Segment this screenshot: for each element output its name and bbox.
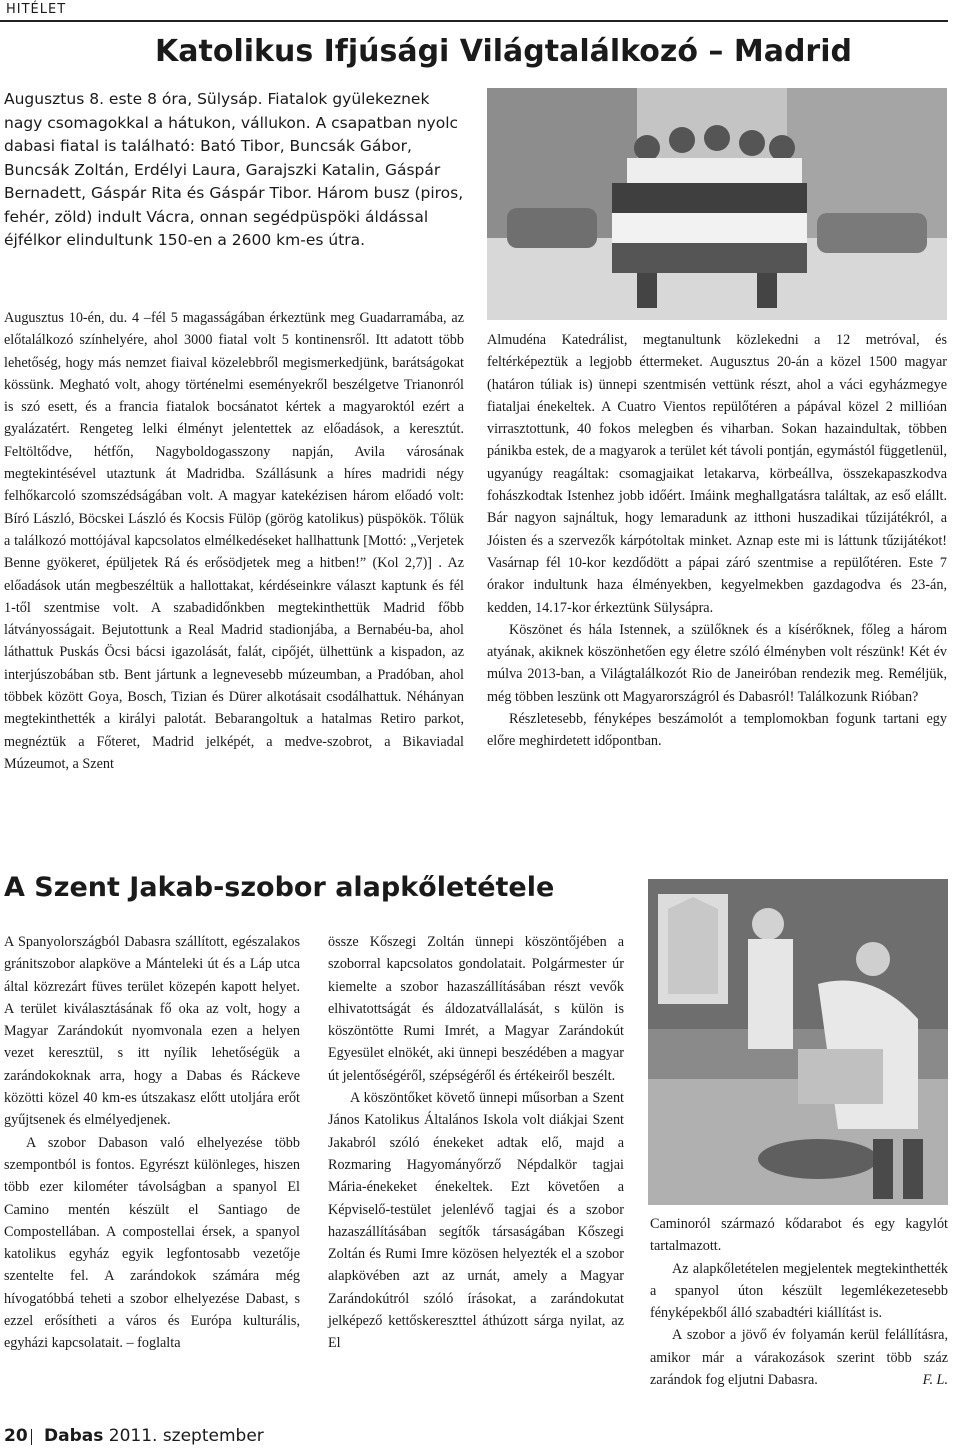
header-rule [0, 20, 948, 22]
body-paragraph: Almudéna Katedrálist, megtanultunk közlekedni a 12 metróval, és feltérképeztük a legjobb éttermeket. Augusztus 20-án a közel 1500 magyar (határon túliak is) ünnepi szentmisén vettünk részt, ahol a váci egyházmegye fiataljai énekeltek. A Cuatro Vientos repülőtéren a pápával közel 2 millióan virrasztottunk, 40 fokos melegben és viharban. Sokan hazaindultak, többen pánikba estek, de a magyarok a terület két távoli pontján, egymástól függetlenül, ugyanúgy reagáltak: csomagjaikat letakarva, körbeállva, összekapaszkodva fohászkodtak Istenhez jobb időért. Imáink meghallgatásra találtak, az eső elállt. Bár nagyon sajnáltuk, hogy lemaradunk az itthoni huszadikai tűzijátékról, a Jóisten és a szervezők kárpótoltak minket. Aznap este mi is láttunk tűzijátékot! Vasárnap fél 10-kor kezdődött a pápai záró szentmise a repülőtéren. Este 7 órakor indultunk haza élményekben, kegyelmekben gazdagodva és 23-án, kedden, 14.17-kor érkeztünk Sülysápra. [487, 332, 947, 616]
body-paragraph: Köszönet és hála Istennek, a szülőknek és a kísérőknek, főleg a három atyának, akiknek köszönhetően egy életre szóló élményben volt részünk! Két év múlva 2013-ban, a Világtalálkozót Rio de Janeiróban rendezik meg. Reméljük, még többen leszünk ott Magyarországról és Dabasról! Találkozunk Rióban? [487, 621, 947, 705]
body-paragraph: össze Kőszegi Zoltán ünnepi köszöntőjében a szoborral kapcsolatos gondolatait. Polgármester úr kiemelte a szobor hazaszállításában részt vevők elhivatottságát és áldozatvállalását, s külön is köszöntötte Rumi Imrét, a Magyar Zarándokút Egyesület elnökét, aki ünnepi beszédében a magyar út jelentőségéről, szépségéről és értékeiről beszélt. [328, 934, 624, 1084]
article2-column-2 [328, 931, 624, 1355]
body-paragraph: Augusztus 10-én, du. 4 –fél 5 magasságában érkeztünk meg Guadarramába, az előtalálkozó színhelyére, ahol 3000 fiatal volt 5 kontinensről. Itt adatott több lehetőség, hogy más nemzet fiaival közelebbről megismerkedjünk, barátságokat kössünk. Megható volt, ahogy történelmi eseményekről beszélgetve Trianonról is szó esett, és a francia fiatalok bocsánatot kértek a magyaroktól ezért a gyalázatért. Rengeteg lelki élményt jelentettek az előadások, a keresztút. Feltöltődve, hétfőn, Nagyboldogasszony napján, Avila városának megtekintésével utaztunk át Madridba. Szállásunk a híres madridi négy felhőkarcoló szomszédságában volt. A magyar katekézisen három előadó volt: Bíró László, Böcskei László és Kocsis Fülöp (görög katolikus) püspökök. Tőlük a találkozó mottójával kapcsolatos elmélkedéseket hallhattunk [Mottó: „Verjetek Benne gyökeret, épüljetek Rá és erősödjetek meg a hitben!” (Kol 2,7)] . Az előadások után megbeszéltük a hallottakat, kérdéseinkre választ kaptunk és fél 1-től szentmise volt. A szabadidőnkben megtekinthettük Madrid főbb látványosságait. Bejutottunk a Real Madrid stadionjába, a Bernabéu-ba, ahol láthattuk Puskás Öcsi bácsi igazolását, falát, cipőjét, ülhettünk a kispadon, az interjúszobában stb. Bent jártunk a legnevesebb múzeumban, a Pradóban, ahol többek között Goya, Bosch, Tizian és Dürer alkotásait csodálhattuk. Néhányan megtekinthették a királyi palotát. Bebarangoltuk a hatalmas Retiro parkot, megnéztük a Főteret, Madrid jelképét, a medve-szobrot, a Bikaviadal Múzeumot, a Szent [4, 310, 464, 772]
body-paragraph: A Spanyolországból Dabasra szállított, egészalakos gránitszobor alapköve a Mánteleki út és a Láp utca által közrezárt füves terület közepén kapott helyet. A terület kiválasztásának fő oka az volt, hogy a Magyar Zarándokút nyomvonala ezen a helyen vezet keresztül, s itt nyílik lehetőségük a zarándokoknak arra, hogy a Dabas és Ráckeve közötti közel 40 km-es útszakasz előtt utoljára erőt gyűjtsenek és elmélyedjenek. [4, 934, 300, 1129]
body-text: A szobor a jövő év folyamán kerül felállításra, amikor már a várakozások szerint több száz zarándok fog eljutni Dabasra. [650, 1327, 948, 1389]
article-body-right [487, 329, 947, 753]
photo-caption-continued: Caminoról származó kődarabot és egy kagylót tartalmazott. [650, 1216, 948, 1255]
footer-publication [44, 1426, 264, 1446]
article2-column-3 [650, 1213, 948, 1391]
article2-title: A Szent Jakab-szobor alapkőletétele [4, 872, 555, 903]
author-signature: F. L. [922, 1372, 948, 1389]
body-paragraph [650, 1324, 948, 1391]
footer-separator [31, 1429, 32, 1445]
publication-name: Dabas [44, 1426, 104, 1446]
body-paragraph: A szobor Dabason való elhelyezése több szempontból is fontos. Egyrészt különleges, hiszen több ezer kilométer távolságban a spanyol El Camino mentén készült el Santiago de Compostellában. A compostellai érsek, a spanyol katolikus egyház egyik legfontosabb vezetője szentelte fel. A zarándokok számára még hívogatóbbá teheti a szobor elhelyezése Dabast, s ezzel erősítheti a város és Európa kulturális, egyházi kapcsolatait. – foglalta [4, 1134, 300, 1352]
cornerstone-ceremony-photo [648, 879, 948, 1205]
youth-group-flag-photo [487, 88, 947, 320]
page-number: 20 [4, 1426, 28, 1446]
article2-column-1 [4, 931, 300, 1355]
body-paragraph: Az alapkőletételen megjelentek megtekinthették a spanyol úton készült legemlékezetesebb fényképekből álló szabadtéri kiállítást is. [650, 1260, 948, 1322]
issue-date: 2011. szeptember [108, 1426, 264, 1446]
article-body-left [4, 307, 464, 775]
section-label: HITÉLET [6, 2, 67, 17]
article-lead: Augusztus 8. este 8 óra, Sülysáp. Fiatalok gyülekeznek nagy csomagokkal a hátukon, vállukon. A csapatban nyolc dabasi fiatal is található: Bató Tibor, Buncsák Gábor, Buncsák Zoltán, Erdélyi Laura, Garajszki Katalin, Gáspár Bernadett, Gáspár Rita és Gáspár Tibor. Három busz (piros, fehér, zöld) indult Vácra, onnan segédpüspöki áldással éjfélkor elindultunk 150-en a 2600 km-es útra. [4, 90, 464, 249]
article-title: Katolikus Ifjúsági Világtalálkozó – Madrid [155, 34, 852, 69]
body-paragraph: A köszöntőket követő ünnepi műsorban a Szent János Katolikus Általános Iskola volt diákjai Szent Jakabról szóló énekeket adtak elő, majd a Rozmaring Hagyományőrző Népdalkör tagjai Mária-énekeket énekeltek. Ezt követően a Képviselő-testület jelenlévő tagjai és a szobor hazaszállításában segítők társaságában Kőszegi Zoltán és Rumi Imre közösen helyezték el a szobor alapkövében azt az urnát, amely a Magyar Zarándokútról szóló írásokat, a zarándokutat jelképező kettőskereszttel áthúzott sárga nyilat, az El [328, 1090, 624, 1352]
body-paragraph: Részletesebb, fényképes beszámolót a templomokban fogunk tartani egy előre meghirdetett időpontban. [487, 711, 947, 750]
